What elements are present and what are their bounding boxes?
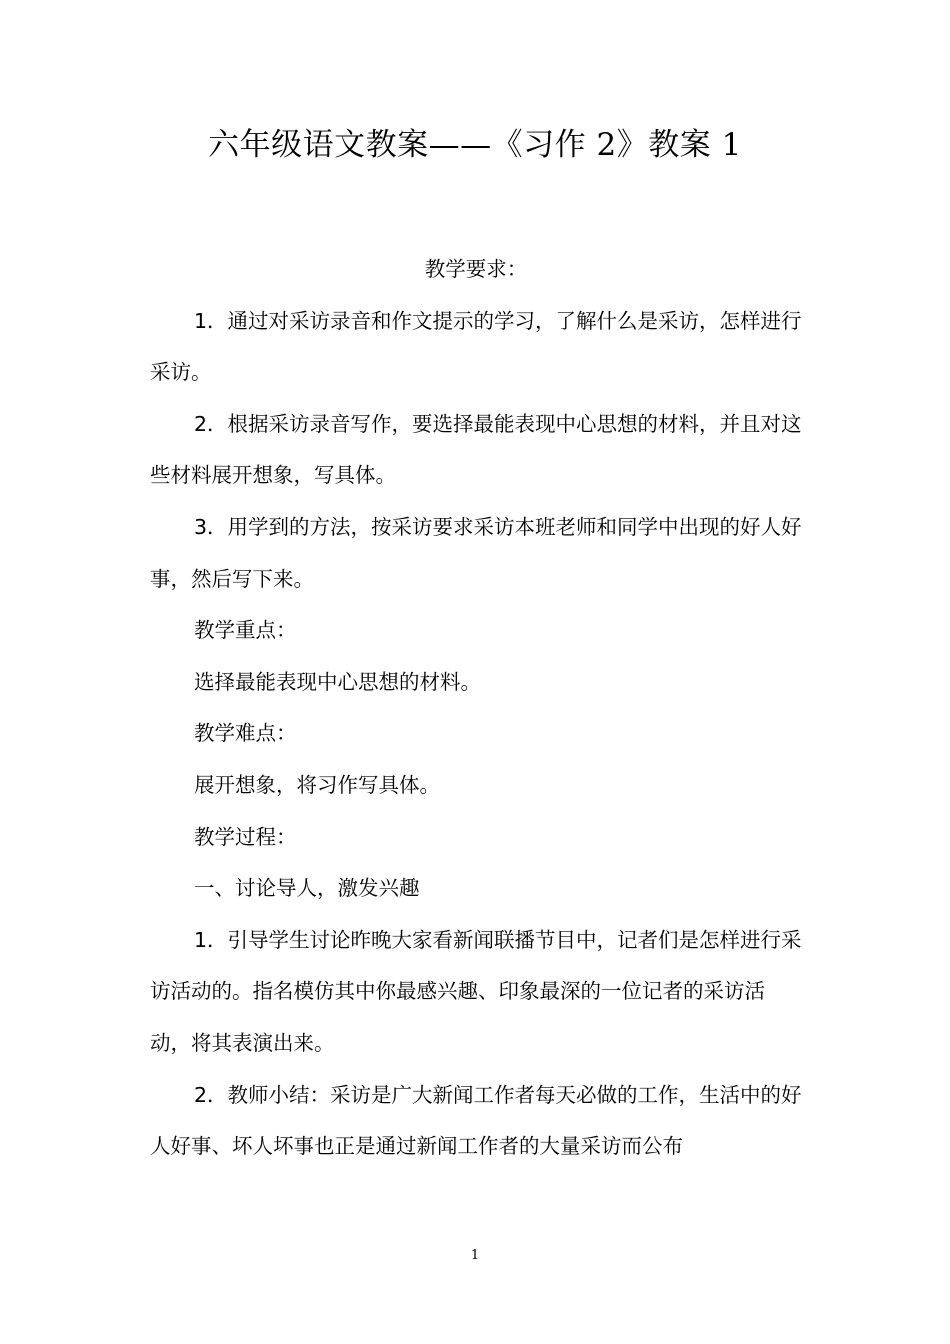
process-step-heading-1: 一、讨论导人，激发兴趣 <box>194 876 420 901</box>
difficulties-text: 展开想象，将习作写具体。 <box>194 772 440 797</box>
key-points-text: 选择最能表现中心思想的材料。 <box>194 669 481 694</box>
section-heading-difficulties: 教学难点： <box>194 721 297 746</box>
document-title: 六年级语文教案——《习作 2》教案 1 <box>208 127 742 163</box>
process-item-1: 1．引导学生讨论昨晚大家看新闻联播节目中，记者们是怎样进行采访活动的。指名模仿其中你最感兴趣、印象最深的一位记者的采访活动，将其表演出来。 <box>150 927 802 1055</box>
page-number: 1 <box>470 1248 480 1263</box>
requirement-item-3: 3．用学到的方法，按采访要求采访本班老师和同学中出现的好人好事，然后写下来。 <box>150 514 802 591</box>
section-heading-key-points: 教学重点： <box>194 618 297 643</box>
requirement-item-2: 2．根据采访录音写作，要选择最能表现中心思想的材料，并且对这些材料展开想象，写具体。 <box>150 411 802 488</box>
document-body <box>150 244 802 1173</box>
process-item-2: 2．教师小结：采访是广大新闻工作者每天必做的工作，生活中的好人好事、坏人坏事也正是通过新闻工作者的大量采访而公布 <box>150 1082 802 1159</box>
section-heading-process: 教学过程： <box>194 824 297 849</box>
requirement-item-1: 1．通过对采访录音和作文提示的学习，了解什么是采访，怎样进行采访。 <box>150 308 802 385</box>
section-heading-requirements: 教学要求： <box>424 257 528 281</box>
